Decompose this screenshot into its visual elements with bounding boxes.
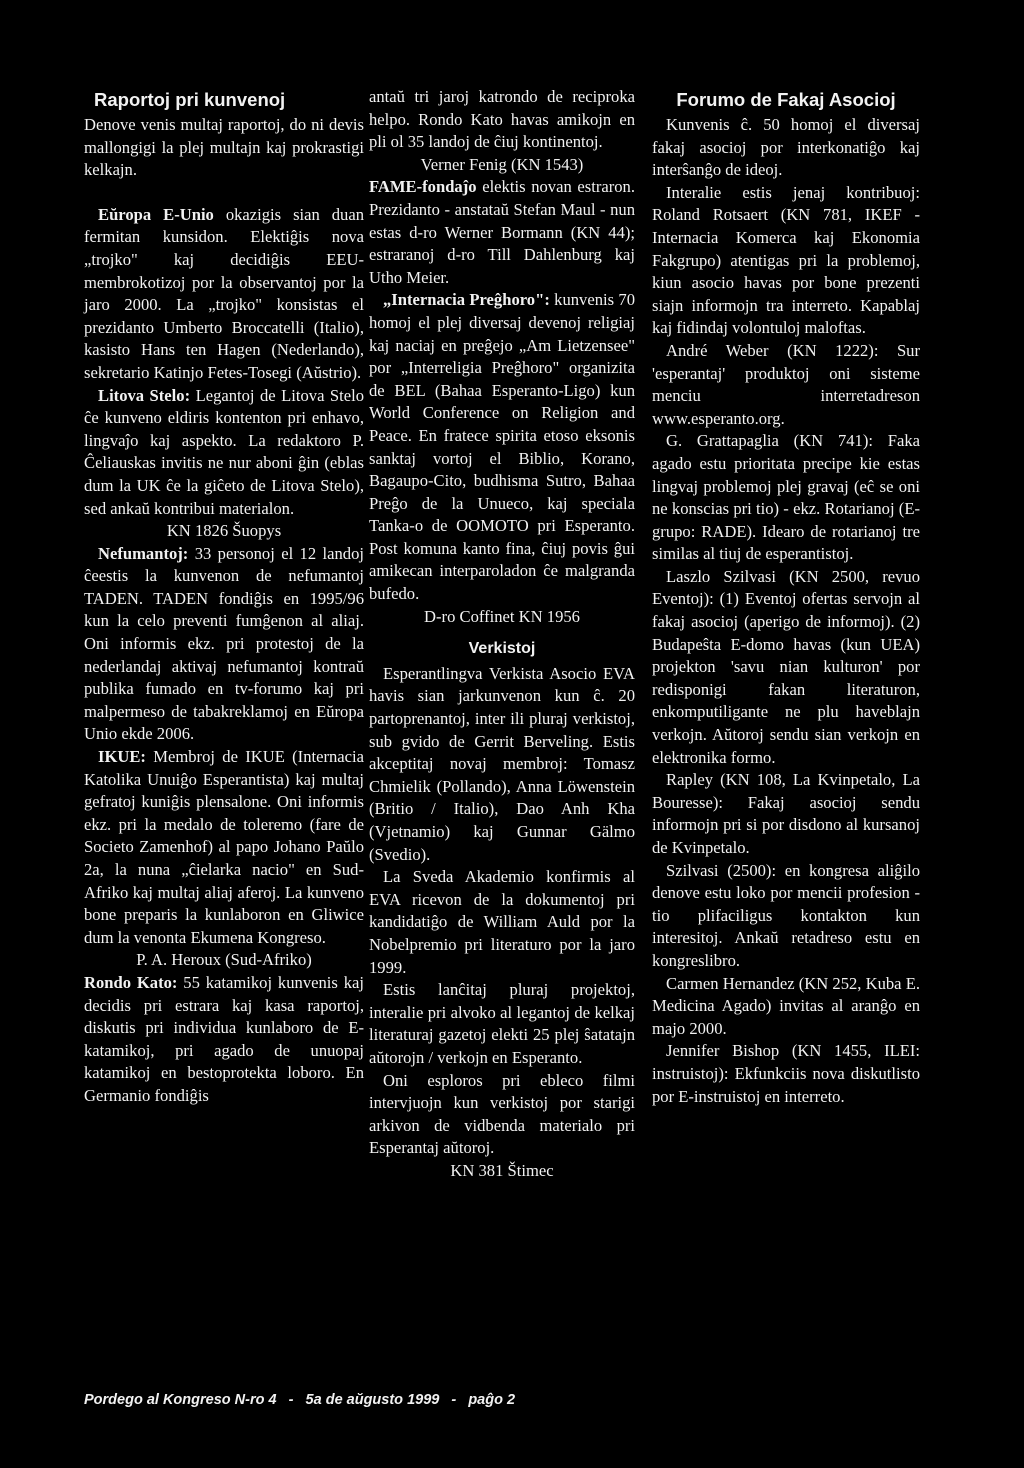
text-eu-unio: okazigis sian duan fermitan kunsidon. Elektiĝis nova „trojko" kaj decidiĝis EEU-membrokotizoj por la observantoj por la jaro 2000. La „trojko" konsistas el prezidanto Umberto Broccatelli (Italio), kasisto Hans ten Hagen (Nederlando), sekretario Katinjo Fetes-Tosegi (Aŭstrio). xyxy=(84,204,365,382)
signature-stimec: KN 381 Štimec xyxy=(450,1160,554,1180)
lead-litova-stelo: Litova Stelo: xyxy=(98,385,191,405)
paragraph-sveda-akademio: La Sveda Akademio konfirmis al EVA ricevon de la dokumentoj pri kandidatiĝo de William Auld por la Nobelpremio pri literaturo por la jaro 1999. xyxy=(369,867,635,977)
lead-fame: FAME-fondaĵo xyxy=(369,177,477,197)
signature-suopys: KN 1826 Šuopys xyxy=(166,521,282,541)
lead-rondo-kato: Rondo Kato: xyxy=(84,972,178,992)
paragraph-eva: Esperantlingva Verkista Asocio EVA havis sian jarkunvenon kun ĉ. 20 partoprenantoj, inter ili pluraj verkistoj, sub gvido de Gerrit Berveling. Estis akceptitaj novaj membroj: Tomasz Chmielik (Pollando), Anna Löwenstein (Britio / Italio), Dao Anh Kha (Vjetnamio) kaj Gunnar Gälmo (Svedio). xyxy=(369,663,635,864)
lead-eu-unio: Eŭropa E-Unio xyxy=(98,204,214,224)
lead-ikue: IKUE: xyxy=(98,747,146,767)
paragraph-kunvenis: Kunvenis ĉ. 50 homoj el diversaj fakaj asocioj por interkonatiĝo kaj interŝanĝo de ideoj. xyxy=(652,115,920,180)
section-heading-verkistoj: Verkistoj xyxy=(468,640,536,658)
paragraph-fame xyxy=(369,176,635,289)
paragraph-filmi: Oni esploros pri ebleco filmi intervjuojn kun verkistoj por starigi arkivon de vidbenda materialo pri Esperantaj aŭtoroj. xyxy=(369,1070,635,1158)
paragraph-pregoro xyxy=(369,289,635,605)
paragraph-projektoj: Estis lanĉitaj pluraj projektoj, interalie pri alvoko al legantoj de kelkaj literaturaj gazetoj elekti 25 plej ŝatatajn aŭtorojn / verkojn en Esperanto. xyxy=(369,980,635,1067)
lead-pregoro: „Internacia Preĝhoro": xyxy=(383,290,550,310)
page-footer: Pordego al Kongreso N-ro 4 - 5a de aŭgusto 1999 - paĝo 2 xyxy=(84,1392,516,1408)
section-heading-raportoj: Raportoj pri kunvenoj xyxy=(94,89,286,110)
paragraph-weber: André Weber (KN 1222): Sur 'esperantaj' produktoj oni sisteme menciu interretadreson www.esperanto.org. xyxy=(652,340,920,428)
column-2 xyxy=(369,86,635,1183)
paragraph-hernandez: Carmen Hernandez (KN 252, Kuba E. Medicina Agado) invitas al aranĝo en majo 2000. xyxy=(652,973,920,1038)
text-rondo-kato: 55 katamikoj kunvenis kaj decidis pri estrara kaj kasa raportoj, diskutis pri individua kunlaboro de E-katamikoj, pri agado de unuopaj katamikoj en bestoprotekta loboro. En Germanio fondiĝis xyxy=(84,972,364,1105)
paragraph-litova-stelo xyxy=(84,385,364,521)
paragraph-szilvasi: Laszlo Szilvasi (KN 2500, revuo Eventoj): (1) Eventoj ofertas servojn al fakaj asocioj (aperigo de informoj). (2) Budapeŝta E-domo havas (kun UEA) projekton 'savu nian kulturon' por redisponigi fakan literaturon, enkomputiligante ne plu haveblajn verkojn. Aŭtoroj sendu sian verkojn en elektronika formo. xyxy=(652,566,920,767)
column-1 xyxy=(84,86,364,1108)
text-nefumantoj: 33 personoj el 12 landoj ĉeestis la kunvenon de nefumantoj TADEN. TADEN fondiĝis en 1995/96 kun la celo preventi fumĝenon al aliaj. Oni informis ekz. pri protestoj de la nederlandaj aktivaj nefumantoj kontraŭ publika fumado en tv-forumo kaj pri malpermeso de tabakreklamoj en Eŭropa Unio ekde 2006. xyxy=(84,543,364,744)
paragraph-rapley: Rapley (KN 108, La Kvinpetalo, La Bouresse): Fakaj asocioj sendu informojn pri si por disdono al kursanoj de Kvinpetalo. xyxy=(652,770,920,857)
text-fame: elektis novan estraron. Prezidanto - anstataŭ Stefan Maul - nun estas d-ro Werner Bormann (KN 44); estraranoj d-ro Till Dahlenburg kaj Utho Meier. xyxy=(369,177,635,287)
paragraph-rotsaert: Interalie estis jenaj kontribuoj: Roland Rotsaert (KN 781, IKEF - Internacia Komerca kaj Ekonomia Fakgrupo) atentigas pri la problemoj, kiun asocio havas por bone prezenti siajn informojn tra interreto. Kapablaj kaj fidindaj volontuloj maloftas. xyxy=(652,182,920,338)
paragraph-rondo-kato-cont: antaŭ tri jaroj katrondo de reciproka helpo. Rondo Kato havas amikojn en pli ol 35 landoj de ĉiuj kontinentoj. xyxy=(369,87,635,152)
text-pregoro: kunvenis 70 homoj el plej diversaj devenoj religiaj kaj naciaj en preĝejo „Am Lietzensee" por „Interreligia Preĝhoro" organizita de BEL (Bahaa Esperanto-Ligo) kun World Conference on Religion and Peace. En fratece spirita etoso eksonis sanktaj vortoj el Biblio, Korano, Bagaupo-Cito, budhisma Sutro, Bahaa Preĝo de la Unueco, kaj speciala Tanka-o de OOMOTO pri Esperanto. Post komuna kanto fina, ĉiuj povis ĝui amikecan interparoladon ĉe malgranda bufedo. xyxy=(369,290,635,604)
signature-coffinet: D-ro Coffinet KN 1956 xyxy=(424,606,580,626)
paragraph-szilvasi-2: Szilvasi (2500): en kongresa aliĝilo denove estu loko por mencii profesion - tio plifaciligus kontakton kun interesitoj. Ankaŭ retadreso estu en kongreslibro. xyxy=(652,860,920,970)
section-heading-forumo: Forumo de Fakaj Asocioj xyxy=(676,89,896,110)
signature-heroux: P. A. Heroux (Sud-Afriko) xyxy=(136,950,312,970)
text-ikue: Membroj de IKUE (Internacia Katolika Unuiĝo Esperantista) kaj multaj gefratoj kuniĝis plensalone. Oni informis ekz. pri la medalo de toleremo (fare de Societo Zamenhof) al papo Johano Paŭlo 2a, la nuna „ĉielarka nacio" en Sud-Afriko kaj multaj aliaj aferoj. La kunveno bone preparis la kunlaboron en Gliwice dum la venonta Ekumena Kongreso. xyxy=(84,747,364,947)
column-3 xyxy=(652,86,920,1108)
lead-nefumantoj: Nefumantoj: xyxy=(98,543,189,563)
paragraph-nefumantoj xyxy=(84,543,364,746)
text-litova-stelo: Legantoj de Litova Stelo ĉe kunveno eldiris kontenton pri enhavo, lingvaĵo kaj aspekto. La redaktoro P. Ĉeliauskas invitis ne nur aboni ĝin (eblas dum la UK ĉe la giĉeto de Litova Stelo), sed ankaŭ kontribui materialon. xyxy=(84,385,364,518)
paragraph-grattapaglia: G. Grattapaglia (KN 741): Faka agado estu prioritata precipe kie estas lingvaj problemoj plej gravaj (eĉ se oni ne konscias pri tio) - ekz. Rotarianoj (E-grupo: RADE). Idearo de rotarianoj tre similas al tiuj de esperantistoj. xyxy=(652,431,920,564)
paragraph-ikue xyxy=(84,746,364,949)
paragraph-bishop: Jennifer Bishop (KN 1455, ILEI: instruistoj): Ekfunkciis nova diskutlisto por E-instruistoj en interreto. xyxy=(652,1041,920,1106)
intro-paragraph: Denove venis multaj raportoj, do ni devis mallongigi la plej multajn kaj prokrastigi kelkajn. xyxy=(84,115,364,180)
paragraph-eu-unio xyxy=(84,204,364,385)
signature-fenig: Verner Fenig (KN 1543) xyxy=(420,154,584,174)
paragraph-rondo-kato xyxy=(84,972,364,1108)
